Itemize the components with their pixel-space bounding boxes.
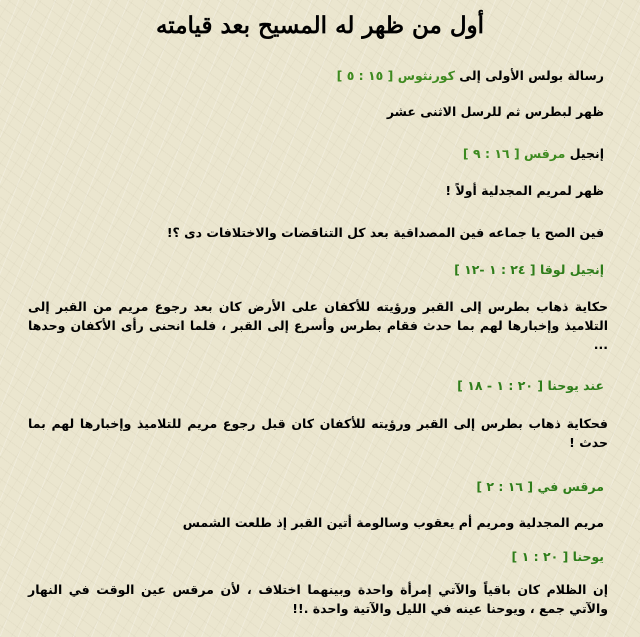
paragraph-luke: حكاية ذهاب بطرس إلى القبر ورؤيته للأكفان على الأرض كان بعد رجوع مريم من القبر إلى التلاميذ وإخبارها لهم بما حدث فقام بطرس وأسرع إلى القبر ، فلما انحنى رأى الأكفان وحدها ... [28, 299, 608, 352]
reference-book-name: كورنثوس [397, 68, 455, 83]
reference-mark-16-2 [36, 479, 604, 494]
statement-text: ظهر لمريم المجدلية أولاً ! [445, 183, 604, 198]
reference-prefix: يوحنا [568, 549, 604, 564]
reference-verse: [ ٢٤ : ١ -١٢ ] [454, 262, 536, 277]
statement-text: ظهر لبطرس ثم للرسل الاثنى عشر [386, 104, 604, 119]
reference-corinthians [36, 68, 604, 83]
reference-mark [36, 146, 604, 161]
reference-luke [36, 262, 604, 277]
reference-verse: [ ٢٠ : ١ ] [511, 549, 569, 564]
reference-john [36, 378, 604, 393]
reference-verse: [ ١٦ : ٢ ] [476, 479, 534, 494]
reference-john-20-1 [36, 549, 604, 564]
question-text: فين الصح يا جماعه فين المصداقية بعد كل التناقضات والاختلافات دى ؟! [166, 225, 604, 240]
reference-prefix: إنجيل [565, 146, 604, 161]
reference-verse: [ ١٥ : ٥ ] [336, 68, 398, 83]
reference-prefix: مرقس في [533, 479, 604, 494]
reference-prefix: رسالة بولس الأولى إلى [454, 68, 604, 83]
reference-prefix: عند يوحنا [543, 378, 604, 393]
page-title: أول من ظهر له المسيح بعد قيامته [155, 12, 485, 39]
reference-verse: [ ٢٠ : ١ - ١٨ ] [457, 378, 544, 393]
reference-prefix: إنجيل لوقا [535, 262, 604, 277]
reference-book-name: مرقس [524, 146, 566, 161]
paragraph-john-20-1: إن الظلام كان باقياً والآتي إمرأة واحدة وبينهما اختلاف ، لأن مرقس عين الوقت في النهار والآتي جمع ، ويوحنا عينه في الليل والآتية واحدة .!! [28, 582, 608, 616]
reference-verse: [ ١٦ : ٩ ] [462, 146, 525, 161]
statement-text: مريم المجدلية ومريم أم يعقوب وسالومة أتين القبر إذ طلعت الشمس [182, 515, 604, 530]
paragraph-john: فحكاية ذهاب بطرس إلى القبر ورؤيته للأكفان كان قبل رجوع مريم للتلاميذ وإخبارها لهم بما حدث ! [28, 416, 608, 450]
